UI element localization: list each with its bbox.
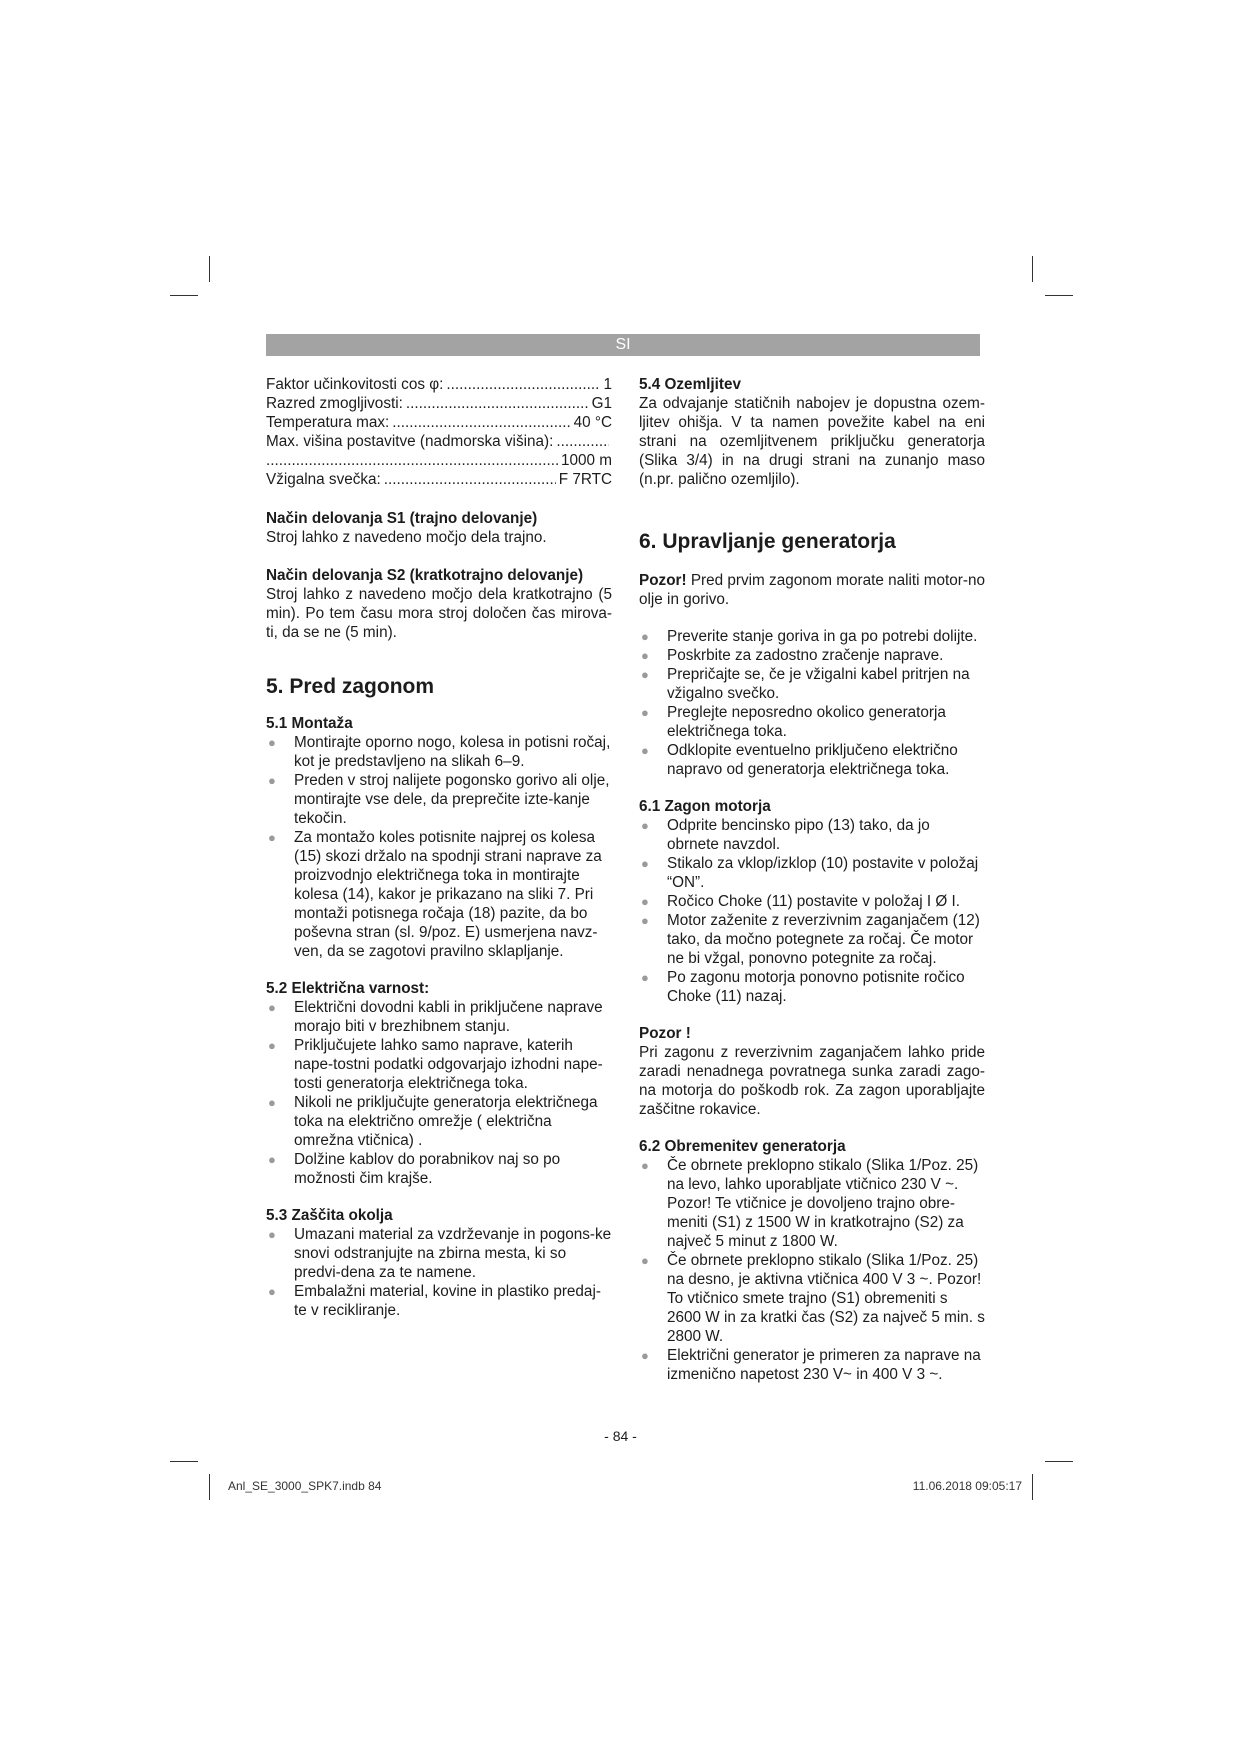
list-item: ● Ročico Choke (11) postavite v položaj I Ø I. [641,893,961,910]
list-item: ● Motor zaženite z reverzivnim zaganjačem (12) tako, da močno potegnete za ročaj. Če motor ne bi vžgal, ponovno potegnite za ročaj. [641,912,980,967]
section-6-1-title: 6.1 Zagon motorja [639,798,771,815]
list-item: ● Odklopite eventuelno priključeno električno napravo od generatorja električnega toka. [641,742,958,778]
list-item: ● Preglejte neposredno okolico generatorja električnega toka. [641,704,946,740]
spec-row: Faktor učinkovitosti cos φ: ..... 1 [266,375,612,394]
section-5-1-list [266,733,612,961]
section-6-2-title: 6.2 Obremenitev generatorja [639,1138,846,1155]
footer-timestamp: 11.06.2018 09:05:17 [912,1479,1022,1493]
spec-row: Max. višina postavitve (nadmorska višina): ..... [266,432,612,451]
section-6-2-list [639,1156,985,1384]
crop-mark [1032,1474,1033,1500]
section-5-3-list [266,1225,612,1320]
crop-mark [170,295,198,296]
warning-2-title: Pozor ! [639,1025,691,1042]
list-item: ● Prepričajte se, če je vžigalni kabel pritrjen na vžigalno svečko. [641,666,970,702]
mode-s2-title: Način delovanja S2 (kratkotrajno delovanje) [266,567,584,584]
crop-mark [1045,295,1073,296]
warning-2-text: Pri zagonu z reverzivnim zaganjačem lahko pride zaradi nenadnega povratnega sunka zaradi zago-na motorja do poškodb rok. Za zagon uporabljajte zaščitne rokavice. [639,1044,985,1118]
section-5-2-title: 5.2 Električna varnost: [266,980,430,997]
section-6-list [639,627,985,779]
crop-mark [1045,1461,1073,1462]
list-item: ● Preverite stanje goriva in ga po potrebi dolijte. [641,628,978,645]
left-column [266,375,612,1320]
section-5-4-title: 5.4 Ozemljitev [639,376,742,393]
crop-mark [209,256,210,282]
list-item: ● Poskrbite za zadostno zračenje naprave. [641,647,944,664]
section-6-title: 6. Upravljanje generatorja [639,530,896,553]
list-item: ● Električni dovodni kabli in priključene naprave morajo biti v brezhibnem stanju. [268,999,603,1035]
list-item: ● Električni generator je primeren za naprave na izmenično napetost 230 V~ in 400 V 3 ~. [641,1347,981,1383]
page-number: - 84 - [604,1428,637,1444]
section-6-1-list [639,816,985,1006]
section-5-2-list [266,998,612,1188]
spec-row: Temperatura max: ..... 40 °C [266,413,612,432]
list-item: ● Montirajte oporno nogo, kolesa in potisni ročaj, kot je predstavljeno na slikah 6–9. [268,734,611,770]
section-5-1-title: 5.1 Montaža [266,715,353,732]
section-5-4-text: Za odvajanje statičnih nabojev je dopustna ozem-ljitev ohišja. V ta namen povežite kabel na eni strani na ozemljitvenem priključku generatorja (Slika 3/4) in na drugi strani na zunanjo maso (n.pr. palično ozemljilo). [639,395,985,488]
list-item: ● Embalažni material, kovine in plastiko predaj-te v recikliranje. [268,1283,601,1319]
list-item: ● Stikalo za vklop/izklop (10) postavite v položaj “ON”. [641,855,979,891]
section-5-title: 5. Pred zagonom [266,675,435,698]
crop-mark [209,1474,210,1500]
spec-row: ..... 1000 m [266,451,612,470]
section-5-3-title: 5.3 Zaščita okolja [266,1207,393,1224]
spec-row: Vžigalna svečka: ..... F 7RTC [266,470,612,489]
section-6-warning: Pozor! Pred prvim zagonom morate naliti motor-no olje in gorivo. [639,572,986,608]
list-item: ● Odprite bencinsko pipo (13) tako, da jo obrnete navzdol. [641,817,930,853]
crop-mark [1032,256,1033,282]
spec-row: Razred zmogljivosti: ..... G1 [266,394,612,413]
mode-s2-text: Stroj lahko z navedeno močjo dela kratkotrajno (5 min). Po tem času mora stroj določen čas mirova-ti, da se ne (5 min). [266,586,612,641]
list-item: ● Umazani material za vzdrževanje in pogons-ke snovi odstranjujte na zbirna mesta, ki so predvi-dena za te namene. [268,1226,612,1281]
footer-file-name: Anl_SE_3000_SPK7.indb 84 [228,1479,382,1493]
list-item: ● Če obrnete preklopno stikalo (Slika 1/Poz. 25) na levo, lahko uporabljate vtičnico 230 V ~. Pozor! Te vtičnice je dovoljeno trajno obre-meniti (S1) z 1500 W in kratkotrajno (S2) za največ 5 minut z 1800 W. [641,1157,979,1250]
mode-s1-title: Način delovanja S1 (trajno delovanje) [266,510,538,527]
list-item: ● Za montažo koles potisnite najprej os kolesa (15) skozi držalo na spodnji strani naprave za proizvodnjo električnega toka in montirajte kolesa (14), kakor je prikazano na sliki 7. Pri montaži potisnega ročaja (18) pazite, da bo poševna stran (sl. 9/poz. E) usmerjena navz-ven, da se zagotovi pravilno sklapljanje. [268,829,602,960]
list-item: ● Nikoli ne priključujte generatorja električnega toka na električno omrežje ( električna omrežna vtičnica) . [268,1094,598,1149]
mode-s1-text: Stroj lahko z navedeno močjo dela trajno. [266,529,547,546]
right-column [639,375,985,1384]
list-item: ● Po zagonu motorja ponovno potisnite ročico Choke (11) nazaj. [641,969,965,1005]
list-item: ● Če obrnete preklopno stikalo (Slika 1/Poz. 25) na desno, je aktivna vtičnica 400 V 3 ~. Pozor! To vtičnico smete trajno (S1) obremeniti s 2600 W in za kratki čas (S2) za največ 5 min. s 2800 W. [641,1252,985,1345]
language-header-bar: SI [266,334,980,356]
list-item: ● Dolžine kablov do porabnikov naj so po možnosti čim krajše. [268,1151,561,1187]
list-item: ● Priključujete lahko samo naprave, katerih nape-tostni podatki odgovarjajo izhodni nape-tosti generatorja električnega toka. [268,1037,603,1092]
list-item: ● Preden v stroj nalijete pogonsko gorivo ali olje, montirajte vse dele, da preprečite izte-kanje tekočin. [268,772,610,827]
crop-mark [170,1461,198,1462]
